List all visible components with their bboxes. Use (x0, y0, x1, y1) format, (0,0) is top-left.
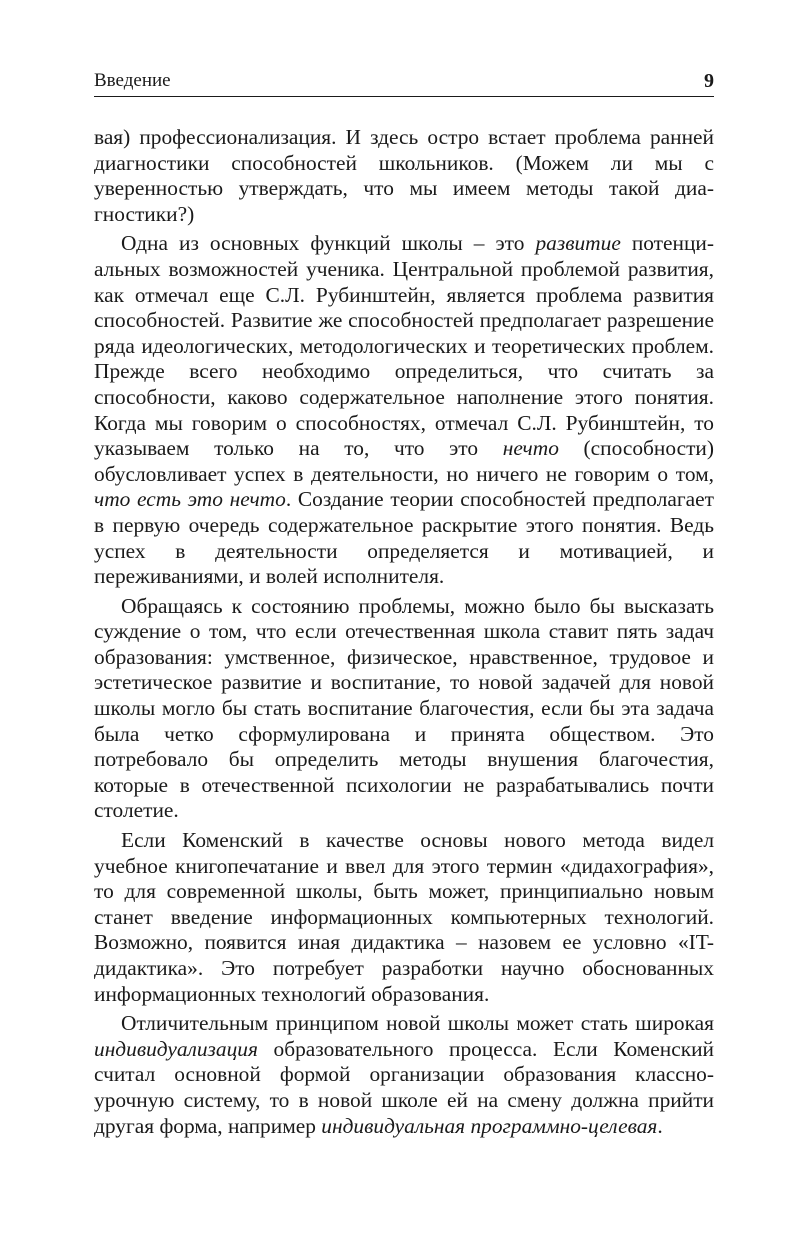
text-run-italic: индивидуализация (94, 1036, 258, 1061)
text-run-italic: развитие (535, 231, 621, 256)
paragraph-1 (94, 125, 714, 227)
book-page (94, 70, 714, 1139)
page-number: 9 (704, 70, 714, 92)
text-run: вая) профессионализация. И здесь остро встает проблема ранней диагностики способностей школьников. (Можем ли мы с уверенностью утверждать, что мы имеем методы такой диагностики?) (94, 125, 714, 226)
text-run-italic: индивидуальная программно-целевая (321, 1113, 658, 1138)
text-run-italic: нечто (502, 436, 559, 461)
text-run: Отличительным принципом новой школы может стать широкая (121, 1011, 714, 1036)
text-run: (способности) обусловливает успех в деятельности, но ничего не говорим о том, (94, 436, 714, 486)
paragraph-3 (94, 594, 714, 824)
paragraph-4 (94, 828, 714, 1007)
section-title: Введение (94, 70, 171, 91)
text-run: Обращаясь к состоянию проблемы, можно было бы высказать суждение о том, что если отечественная школа ставит пять задач образования: умственное, физическое, нравственное, трудовое и эстетическое развитие и воспитание, то новой задачей для новой школы могло бы стать воспитание благочестия, если бы эта задача была четко сформулирована и принята обществом. Это потребовало бы определить методы внушения благочестия, которые в отечественной психологии не разрабатывались почти столетие. (94, 593, 714, 823)
body-text (94, 125, 714, 1139)
text-run: потенциальных возможностей ученика. Центральной проблемой развития, как отмечал еще С.Л. Рубинштейн, является проблема развития способностей. Развитие же способностей предполагает разрешение ряда идеологических, методологических и теоретических проблем. Прежде всего необходимо определиться, что считать за способности, каково содержательное наполнение этого понятия. Когда мы говорим о способностях, отмечал С.Л. Рубинштейн, то указываем только на то, что это (94, 231, 714, 461)
text-run: . (657, 1113, 663, 1138)
running-head (94, 70, 714, 97)
text-run: . Создание теории способностей предполагает в первую очередь содержательное раскрытие этого понятия. Ведь успех в деятельности определяется и мотивацией, и переживаниями, и волей исполнителя. (94, 487, 714, 589)
text-run: Если Коменский в качестве основы нового метода видел учебное книгопечатание и ввел для этого термин «дидахография», то для современной школы, быть может, принципиально новым станет введение информационных компьютерных технологий. Возможно, появится иная дидактика – назовем ее условно «IT-дидактика». Это потребует разработки научно обоснованных информационных технологий образования. (94, 828, 714, 1006)
paragraph-5 (94, 1011, 714, 1139)
text-run: образовательного процесса. Если Коменский считал основной формой организации образования классно-урочную систему, то в новой школе ей на смену должна прийти другая форма, например (94, 1036, 714, 1138)
text-run-italic: что есть это нечто (94, 487, 286, 512)
paragraph-2 (94, 231, 714, 589)
text-run: Одна из основных функций школы – это (121, 231, 536, 256)
